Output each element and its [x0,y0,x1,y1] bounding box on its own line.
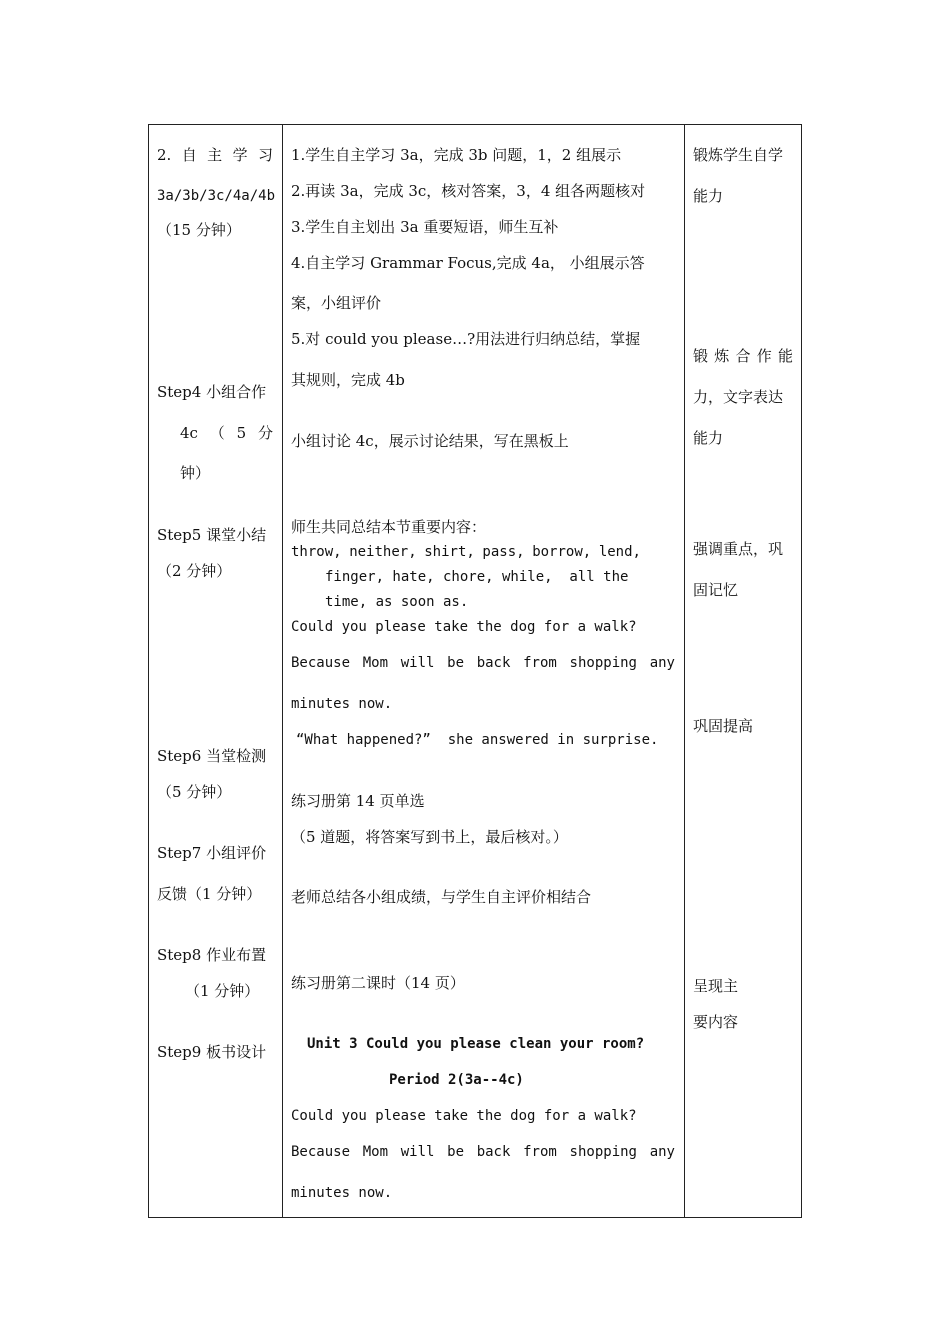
column-divider-2 [684,125,685,1217]
sentence-1: Could you please take the dog for a walk? [291,619,637,635]
step5-time: （2 分钟） [157,562,232,580]
activity-line-2: 2.再读 3a，完成 3c，核对答案，3，4 组各两题核对 [291,182,646,200]
board-sentence-2-end: minutes now. [291,1185,393,1201]
purpose-2a: 锻 炼 合 作 能 [693,347,793,365]
activity-line-4b: 案，小组评价 [291,294,382,312]
purpose-3b: 固记忆 [693,581,739,599]
step4-subtitle: 4c （ 5 分 [180,424,273,442]
step4-subtitle-end: 钟） [180,464,211,482]
purpose-3a: 强调重点，巩 [693,540,784,558]
step5-title: Step5 课堂小结 [157,526,267,544]
purpose-4: 巩固提高 [693,717,754,735]
workbook-instructions: （5 道题，将答案写到书上，最后核对。） [291,828,568,846]
step7-title: Step7 小组评价 [157,844,267,862]
homework: 练习册第二课时（14 页） [291,974,465,992]
step-self-study-parts: 3a/3b/3c/4a/4b [157,188,276,204]
board-period: Period 2(3a--4c) [389,1072,524,1088]
vocab-line-1: throw, neither, shirt, pass, borrow, lend, [291,544,641,560]
board-sentence-1: Could you please take the dog for a walk? [291,1108,637,1124]
activity-group-discussion: 小组讨论 4c，展示讨论结果，写在黑板上 [291,432,569,450]
step7-time: 反馈（1 分钟） [157,885,262,903]
activity-line-1: 1.学生自主学习 3a，完成 3b 问题，1，2 组展示 [291,146,622,164]
sentence-3: “What happened?” she answered in surprise. [296,732,659,748]
sentence-2-end: minutes now. [291,696,393,712]
column-divider-1 [282,125,283,1217]
purpose-1a: 锻炼学生自学 [693,146,784,164]
step6-time: （5 分钟） [157,783,232,801]
activity-summary-intro: 师生共同总结本节重要内容： [291,518,487,536]
purpose-5a: 呈现主 [693,977,739,995]
activity-line-5a: 5.对 could you please…?用法进行归纳总结，掌握 [291,330,641,348]
purpose-2c: 能力 [693,429,724,447]
sentence-2: Because Mom will be back from shopping any [291,655,675,671]
step-self-study-time: （15 分钟） [157,221,241,239]
step-self-study-title: 2. 自 主 学 习 [157,146,273,164]
teacher-summary: 老师总结各小组成绩，与学生自主评价相结合 [291,888,592,906]
purpose-2b: 力，文字表达 [693,388,784,406]
board-title: Unit 3 Could you please clean your room? [307,1036,645,1052]
purpose-1b: 能力 [693,187,724,205]
vocab-line-2: finger, hate, chore, while, all the [325,569,629,585]
step9-title: Step9 板书设计 [157,1043,267,1061]
activity-line-3: 3.学生自主划出 3a 重要短语，师生互补 [291,218,559,236]
step6-title: Step6 当堂检测 [157,747,267,765]
activity-line-4a: 4.自主学习 Grammar Focus,完成 4a， 小组展示答 [291,254,645,272]
step8-time: （1 分钟） [185,982,260,1000]
vocab-line-3: time, as soon as. [325,594,469,610]
activity-line-5b: 其规则，完成 4b [291,371,405,389]
step4-title: Step4 小组合作 [157,383,267,401]
purpose-5b: 要内容 [693,1013,739,1031]
workbook-single-choice: 练习册第 14 页单选 [291,792,425,810]
board-sentence-2: Because Mom will be back from shopping any [291,1144,675,1160]
step8-title: Step8 作业布置 [157,946,267,964]
